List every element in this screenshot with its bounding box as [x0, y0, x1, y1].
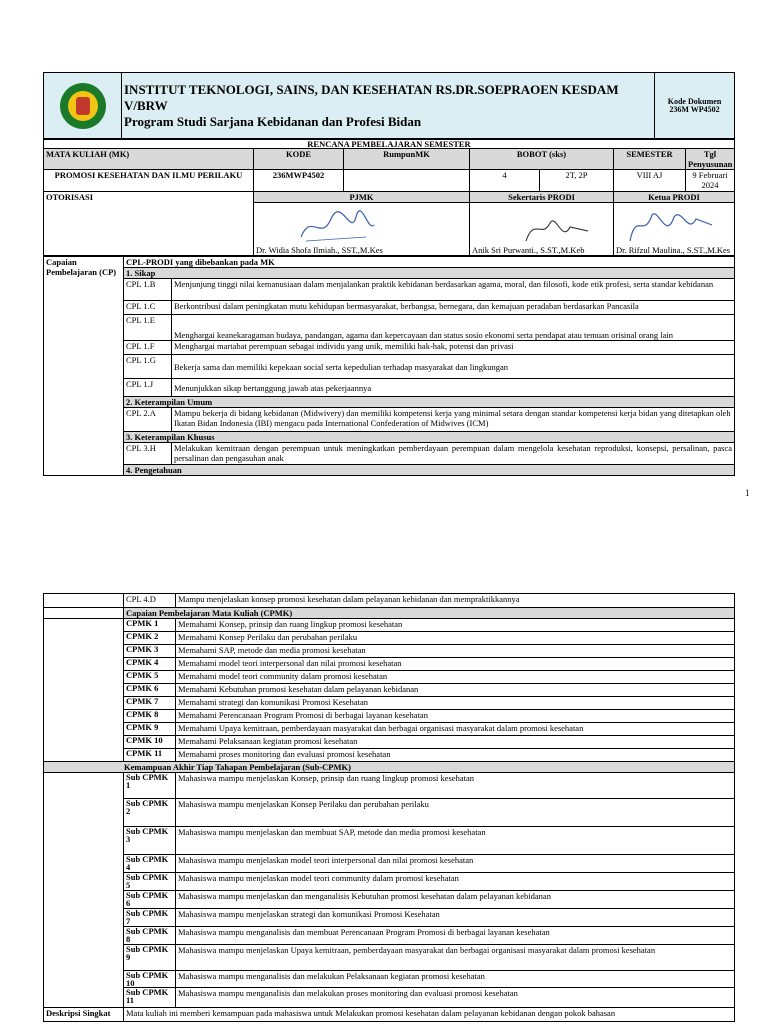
mk-label: MATA KULIAH (MK) — [44, 149, 254, 170]
subcpmk-row-code: Sub CPMK 10 — [124, 971, 176, 988]
cpmk-row-code: CPMK 7 — [124, 697, 176, 710]
pjmk-signature-cell — [254, 203, 470, 256]
cpl-text: Menghargai martabat perempuan sebagai individu yang unik, memiliki hak-hak, potensi dan privasi — [172, 341, 735, 355]
subcpmk-row-code: Sub CPMK 3 — [124, 827, 176, 855]
subcpmk-row-text: Mahasiswa mampu menjelaskan dan membuat SAP, metode dan media promosi kesehatan — [176, 827, 735, 855]
rumpun-label: RumpunMK — [344, 149, 470, 170]
cpmk-row-text: Memahami Konsep, prinsip dan ruang lingkup promosi kesehatan — [176, 619, 735, 632]
rps-title: RENCANA PEMBELAJARAN SEMESTER — [44, 140, 735, 149]
subcpmk-row — [44, 988, 735, 1008]
cpl-code: CPL 1.F — [124, 341, 172, 355]
cpmk-spacer — [44, 608, 124, 619]
ketua-name: Dr. Rifzul Maulina., S.ST.,M.Kes — [616, 245, 731, 255]
cpmk-row — [44, 619, 735, 632]
cpmk-row-text: Memahami model teori community dalam promosi kesehatan — [176, 671, 735, 684]
subcpmk-row-text: Mahasiswa mampu menjelaskan model teori community dalam promosi kesehatan — [176, 873, 735, 891]
course-table — [43, 139, 735, 256]
subcpmk-row — [44, 827, 735, 855]
subcpmk-row-text: Mahasiswa mampu menjelaskan Konsep, prinsip dan ruang lingkup promosi kesehatan — [176, 773, 735, 799]
cpmk-row — [44, 684, 735, 697]
course-code: 236MWP4502 — [254, 170, 344, 192]
cp-label: Capaian Pembelajaran (CP) — [44, 257, 124, 476]
cp-continuation-cell — [44, 594, 124, 608]
subcpmk-row-code: Sub CPMK 5 — [124, 873, 176, 891]
cpl-code: CPL 1.G — [124, 355, 172, 379]
cpmk-row — [44, 645, 735, 658]
tgl-label: Tgl Penyusunan — [686, 149, 735, 170]
cp-table — [43, 256, 735, 476]
cpmk-row — [44, 749, 735, 762]
cpmk-row-code: CPMK 2 — [124, 632, 176, 645]
deskripsi-text: Mata kuliah ini memberi kemampuan pada mahasiswa untuk Melakukan promosi kesehatan dalam pelayanan kebidanan dengan pokok bahasan — [124, 1008, 735, 1022]
subcpmk-row-code: Sub CPMK 7 — [124, 909, 176, 927]
sikap-header: 1. Sikap — [124, 268, 735, 279]
bobot-label: BOBOT (sks) — [470, 149, 614, 170]
cpmk-row — [44, 632, 735, 645]
sekretaris-label: Sekertaris PRODI — [470, 192, 614, 203]
header-table — [43, 72, 735, 139]
subcpmk-row-code: Sub CPMK 6 — [124, 891, 176, 909]
subcpmk-row — [44, 945, 735, 971]
cpl-text: Menjunjung tinggi nilai kemanusiaan dalam menjalankan praktik kebidanan berdasarkan agama, moral, dan filosofi, kode etik profesi, serta standar kebidanan — [172, 279, 735, 301]
course-bobot-split: 2T, 2P — [540, 170, 614, 192]
rps-page-2 — [43, 593, 735, 1022]
cpmk-row — [44, 736, 735, 749]
deskripsi-label: Deskripsi Singkat — [44, 1008, 124, 1022]
subcpmk-row — [44, 971, 735, 988]
cpmk-row — [44, 710, 735, 723]
subcpmk-row — [44, 773, 735, 799]
cpl-text: Bekerja sama dan memiliki kepekaan social serta kepedulian terhadap masyarakat dan lingkungan — [172, 355, 735, 379]
subcpmk-row — [44, 873, 735, 891]
subcpmk-row-text: Mahasiswa mampu menjelaskan model teori interpersonal dan nilai promosi kesehatan — [176, 855, 735, 873]
cpl-code: CPL 2.A — [124, 408, 172, 432]
cpmk-table — [43, 593, 735, 1022]
subcpmk-row-text: Mahasiswa mampu menjelaskan dan menganalisis Kebutuhan promosi kesehatan dalam pelayanan kebidanan — [176, 891, 735, 909]
otorisasi-label: OTORISASI — [44, 192, 254, 256]
cpmk-row-text: Memahami model teori interpersonal dan nilai promosi kesehatan — [176, 658, 735, 671]
sekretaris-signature-icon — [522, 209, 592, 249]
logo-cell — [44, 73, 122, 139]
subcpmk-row — [44, 891, 735, 909]
kode-label: KODE — [254, 149, 344, 170]
subcpmk-row — [44, 799, 735, 827]
umum-header: 2. Keterampilan Umum — [124, 397, 735, 408]
subcpmk-row-text: Mahasiswa mampu menjelaskan strategi dan komunikasi Promosi Kesehatan — [176, 909, 735, 927]
cpmk-row — [44, 671, 735, 684]
cpl-text: Menunjukkan sikap bertanggung jawab atas pekerjaannya — [172, 379, 735, 397]
subcpmk-row-text: Mahasiswa mampu menganalisis dan membuat Perencanaan Program Promosi di berbagai layanan kesehatan — [176, 927, 735, 945]
subcpmk-row — [44, 927, 735, 945]
cpmk-row-code: CPMK 5 — [124, 671, 176, 684]
course-date: 9 Februari 2024 — [686, 170, 735, 192]
cpl-text: Mampu bekerja di bidang kebidanan (Midwivery) dan memiliki kompetensi kerja yang minimal setara dengan standar kompetensi kerja bidan yang ditetapkan oleh Ikatan Bidan Indonesia (IBI) mengacu pada International Confederation of Midwives (ICM) — [172, 408, 735, 432]
cpmk-row-code: CPMK 6 — [124, 684, 176, 697]
subcpmk-row — [44, 909, 735, 927]
course-name: PROMOSI KESEHATAN DAN ILMU PERILAKU — [44, 170, 254, 192]
cpmk-row-text: Memahami Upaya kemitraan, pemberdayaan masyarakat dan berbagai organisasi masyarakat dalam promosi kesehatan — [176, 723, 735, 736]
subcpmk-row-text: Mahasiswa mampu menjelaskan Upaya kemitraan, pemberdayaan masyarakat dan berbagai organisasi masyarakat dalam promosi kesehatan — [176, 945, 735, 971]
subcpmk-row-code: Sub CPMK 11 — [124, 988, 176, 1008]
pjmk-label: PJMK — [254, 192, 470, 203]
cpmk-row-text: Memahami Konsep Perilaku dan perubahan perilaku — [176, 632, 735, 645]
semester-label: SEMESTER — [614, 149, 686, 170]
khusus-header: 3. Keterampilan Khusus — [124, 432, 735, 443]
subcpmk-row-text: Mahasiswa mampu menjelaskan Konsep Perilaku dan perubahan perilaku — [176, 799, 735, 827]
subcpmk-row-code: Sub CPMK 9 — [124, 945, 176, 971]
cpmk-row-text: Memahami strategi dan komunikasi Promosi Kesehatan — [176, 697, 735, 710]
cpl-code: CPL 1.B — [124, 279, 172, 301]
rps-page-1 — [43, 72, 735, 476]
ketua-signature-icon — [626, 205, 716, 249]
cpmk-row-code: CPMK 1 — [124, 619, 176, 632]
pjmk-name: Dr. Widia Shofa Ilmiah., SST.,M.Kes — [256, 245, 383, 255]
cpmk-row-code: CPMK 11 — [124, 749, 176, 762]
cpl-code: CPL 1.E — [124, 315, 172, 341]
course-semester: VIII AJ — [614, 170, 686, 192]
subcpmk-row-spacer — [44, 773, 124, 1008]
subcpmk-row-code: Sub CPMK 2 — [124, 799, 176, 827]
program-name: Program Studi Sarjana Kebidanan dan Profesi Bidan — [124, 113, 422, 129]
cpmk-row — [44, 658, 735, 671]
cpl-code: CPL 3.H — [124, 443, 172, 465]
subcpmk-row-text: Mahasiswa mampu menganalisis dan melakukan Pelaksanaan kegiatan promosi kesehatan — [176, 971, 735, 988]
cpl-text: Berkontribusi dalam peningkatan mutu kehidupan bermasyarakat, berbangsa, bernegara, dan kemajuan peradaban berdasarkan Pancasila — [172, 301, 735, 315]
cpmk-row-text: Memahami proses monitoring dan evaluasi promosi kesehatan — [176, 749, 735, 762]
cpmk-row-code: CPMK 9 — [124, 723, 176, 736]
cpmk-header: Capaian Pembelajaran Mata Kuliah (CPMK) — [124, 608, 735, 619]
cpl-text: Melakukan kemitraan dengan perempuan untuk meningkatkan pemberdayaan perempuan dalam mengelola kesehatan reproduksi, konsepsi, persalinan, pasca persalinan dan pengasuhan anak — [172, 443, 735, 465]
cpmk-row-text: Memahami Perencanaan Program Promosi di berbagai layanan kesehatan — [176, 710, 735, 723]
sekretaris-signature-cell — [470, 203, 614, 256]
cpl-code: CPL 4.D — [124, 594, 176, 608]
subcpmk-row-text: Mahasiswa mampu menganalisis dan melakukan proses monitoring dan evaluasi promosi kesehatan — [176, 988, 735, 1008]
cpmk-row-text: Memahami Kebutuhan promosi kesehatan dalam pelayanan kebidanan — [176, 684, 735, 697]
course-rumpun — [344, 170, 470, 192]
cpmk-row-code: CPMK 8 — [124, 710, 176, 723]
sekretaris-name: Anik Sri Purwanti., S.ST.,M.Keb — [472, 245, 585, 255]
ketua-signature-cell — [614, 203, 735, 256]
subcpmk-row-code: Sub CPMK 1 — [124, 773, 176, 799]
cpmk-row-code: CPMK 4 — [124, 658, 176, 671]
cpmk-row-code: CPMK 10 — [124, 736, 176, 749]
institute-title-cell — [122, 73, 655, 139]
cpmk-row — [44, 723, 735, 736]
cpl-code: CPL 1.J — [124, 379, 172, 397]
page-number: 1 — [745, 488, 750, 498]
course-bobot: 4 — [470, 170, 540, 192]
pengetahuan-header: 4. Pengetahuan — [124, 465, 735, 476]
doc-code: Kode Dokumen 236M WP4502 — [655, 73, 735, 139]
cpl-header: CPL-PRODI yang dibebankan pada MK — [124, 257, 735, 268]
cpmk-row-text: Memahami Pelaksanaan kegiatan promosi kesehatan — [176, 736, 735, 749]
cpmk-row-spacer — [44, 619, 124, 762]
institute-logo-icon — [60, 83, 106, 129]
subcpmk-row — [44, 855, 735, 873]
ketua-label: Ketua PRODI — [614, 192, 735, 203]
cpmk-row — [44, 697, 735, 710]
cpl-text: Menghargai keanekaragaman budaya, pandangan, agama dan kepercayaan dan status sosio ekonomi serta pendapat atau temuan orisinal orang lain — [172, 315, 735, 341]
cpl-text: Mampu menjelaskan konsep promosi kesehatan dalam pelayanan kebidanan dan mempraktikkannya — [176, 594, 735, 608]
cpmk-row-code: CPMK 3 — [124, 645, 176, 658]
subcpmk-row-code: Sub CPMK 4 — [124, 855, 176, 873]
pjmk-signature-icon — [296, 207, 376, 247]
cpmk-row-text: Memahami SAP, metode dan media promosi kesehatan — [176, 645, 735, 658]
institute-name: INSTITUT TEKNOLOGI, SAINS, DAN KESEHATAN RS.DR.SOEPRAOEN KESDAM V/BRW — [124, 81, 619, 113]
subcpmk-header: Kemampuan Akhir Tiap Tahapan Pembelajaran (Sub-CPMK) — [44, 762, 735, 773]
cpl-code: CPL 1.C — [124, 301, 172, 315]
subcpmk-row-code: Sub CPMK 8 — [124, 927, 176, 945]
